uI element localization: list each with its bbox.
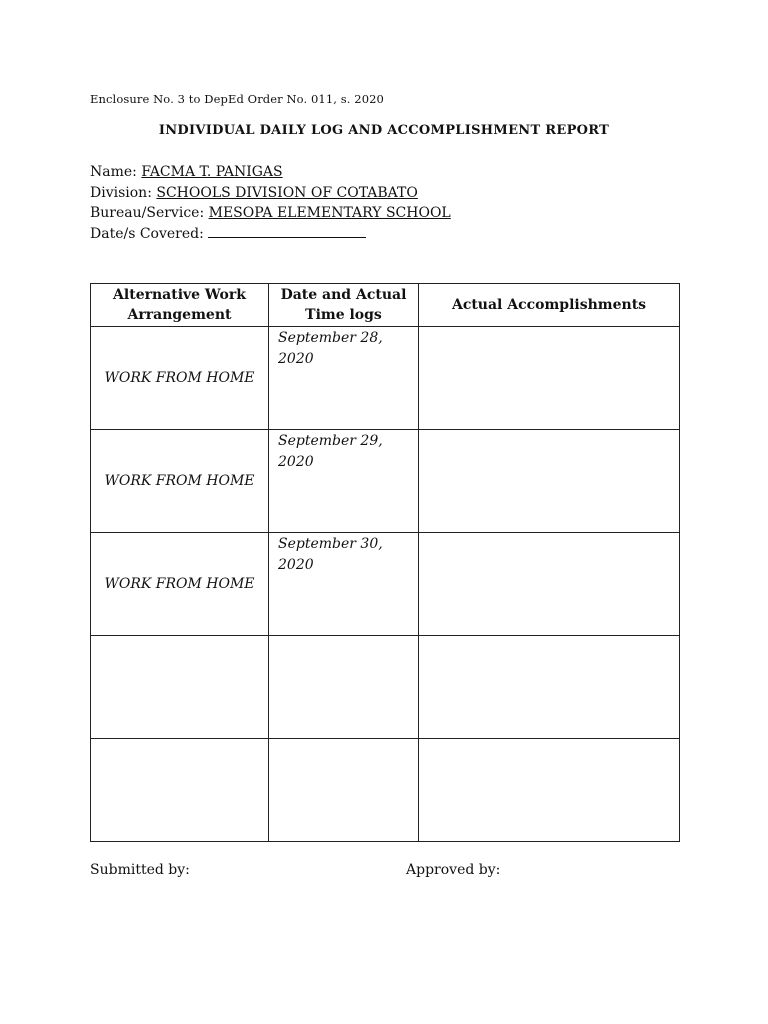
date-cell bbox=[269, 533, 419, 636]
date-text: September 30, 2020 bbox=[278, 536, 383, 573]
arrangement-cell bbox=[91, 430, 269, 533]
arrangement-cell bbox=[91, 533, 269, 636]
division-label: Division: bbox=[90, 184, 152, 201]
bureau-row bbox=[90, 203, 451, 224]
dates-covered-blank bbox=[208, 225, 366, 238]
name-row bbox=[90, 162, 451, 183]
table-row bbox=[91, 533, 680, 636]
division-row bbox=[90, 183, 451, 204]
dates-covered-row bbox=[90, 224, 451, 245]
approved-by-label: Approved by: bbox=[406, 862, 501, 878]
header-arrangement: Alternative Work Arrangement bbox=[91, 284, 269, 327]
accomplishments-cell bbox=[419, 636, 680, 739]
accomplishments-cell bbox=[419, 739, 680, 842]
arrangement-text bbox=[91, 739, 268, 841]
date-text bbox=[269, 739, 418, 740]
table-row bbox=[91, 739, 680, 842]
arrangement-text: WORK FROM HOME bbox=[104, 473, 255, 489]
enclosure-reference: Enclosure No. 3 to DepEd Order No. 011, s. 2020 bbox=[90, 92, 384, 106]
table-row bbox=[91, 327, 680, 430]
division-value: SCHOOLS DIVISION OF COTABATO bbox=[156, 184, 418, 201]
employee-info bbox=[90, 162, 451, 244]
header-date: Date and Actual Time logs bbox=[269, 284, 419, 327]
arrangement-text bbox=[91, 636, 268, 738]
date-cell bbox=[269, 327, 419, 430]
date-cell bbox=[269, 430, 419, 533]
arrangement-cell bbox=[91, 327, 269, 430]
arrangement-text: WORK FROM HOME bbox=[104, 370, 255, 386]
name-value: FACMA T. PANIGAS bbox=[141, 164, 283, 180]
arrangement-cell bbox=[91, 636, 269, 739]
header-accomplishments: Actual Accomplishments bbox=[419, 284, 680, 327]
bureau-label: Bureau/Service: bbox=[90, 205, 205, 221]
accomplishments-cell bbox=[419, 533, 680, 636]
date-text: September 28, 2020 bbox=[278, 330, 383, 367]
name-label: Name: bbox=[90, 164, 137, 180]
date-text bbox=[269, 636, 418, 637]
accomplishments-cell bbox=[419, 327, 680, 430]
arrangement-text: WORK FROM HOME bbox=[104, 576, 255, 592]
submitted-by-label: Submitted by: bbox=[90, 862, 190, 878]
dates-covered-label: Date/s Covered: bbox=[90, 225, 204, 242]
accomplishments-cell bbox=[419, 430, 680, 533]
bureau-value: MESOPA ELEMENTARY SCHOOL bbox=[208, 205, 451, 221]
date-cell bbox=[269, 739, 419, 842]
table-header-row bbox=[91, 284, 680, 327]
arrangement-cell bbox=[91, 739, 269, 842]
daily-log-table bbox=[90, 283, 680, 842]
date-cell bbox=[269, 636, 419, 739]
page-title: INDIVIDUAL DAILY LOG AND ACCOMPLISHMENT REPORT bbox=[158, 123, 610, 138]
date-text: September 29, 2020 bbox=[278, 433, 383, 470]
table-row bbox=[91, 430, 680, 533]
table-row bbox=[91, 636, 680, 739]
